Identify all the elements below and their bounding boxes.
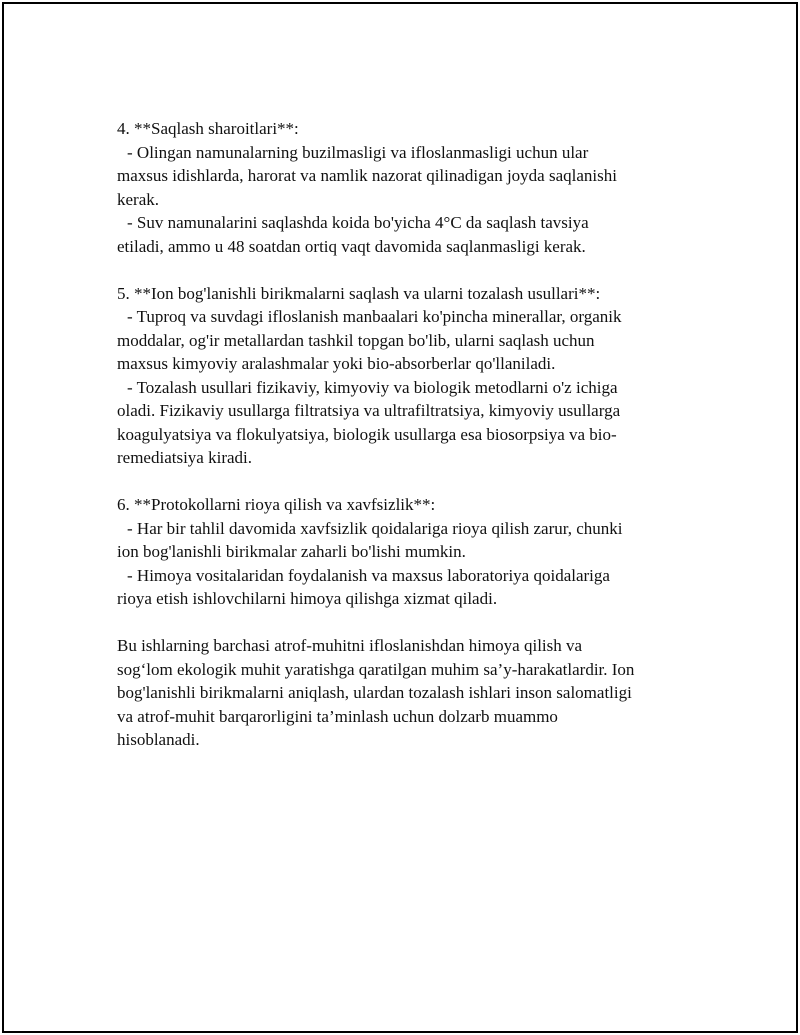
section-heading: 5. **Ion bog'lanishli birikmalarni saqlash va ularni tozalash usullari**:: [117, 283, 601, 303]
bullet-line: - Har bir tahlil davomida xavfsizlik qoidalariga rioya qilish zarur, chunki: [127, 518, 623, 538]
conclusion-line: hisoblanadi.: [117, 730, 200, 749]
bullet-line: - Tozalash usullari fizikaviy, kimyoviy va biologik metodlarni o'z ichiga: [127, 377, 618, 397]
bullet-line: - Suv namunalarini saqlashda koida bo'yicha 4°C da saqlash tavsiya: [127, 213, 589, 232]
section-heading: 6. **Protokollarni rioya qilish va xavfsizlik**:: [117, 495, 436, 514]
conclusion-line: va atrof-muhit barqarorligini ta’minlash uchun dolzarb muammo: [117, 706, 558, 726]
bullet-line: oladi. Fizikaviy usullarga filtratsiya va ultrafiltratsiya, kimyoviy usullarga: [117, 401, 621, 420]
bullet-line: maxsus idishlarda, harorat va namlik nazorat qilinadigan joyda saqlanishi: [117, 166, 617, 185]
bullet-item: [117, 141, 677, 212]
bullet-line: maxsus kimyoviy aralashmalar yoki bio-absorberlar qo'llaniladi.: [117, 354, 556, 373]
bullet-line: - Olingan namunalarning buzilmasligi va ifloslanmasligi uchun ular: [127, 142, 589, 162]
bullet-line: - Tuproq va suvdagi ifloslanish manbaalari ko'pincha minerallar, organik: [127, 307, 622, 326]
conclusion-paragraph: [117, 634, 677, 752]
bullet-line: remediatsiya kiradi.: [117, 448, 253, 467]
section-storage-conditions: [117, 117, 677, 258]
bullet-item: [117, 517, 677, 564]
bullet-line: etiladi, ammo u 48 soatdan ortiq vaqt davomida saqlanmasligi kerak.: [117, 236, 586, 256]
conclusion-line: sog‘lom ekologik muhit yaratishga qaratilgan muhim sa’y-harakatlardir. Ion: [117, 659, 635, 679]
bullet-item: [117, 211, 677, 258]
conclusion-line: bog'lanishli birikmalarni aniqlash, ulardan tozalash ishlari inson salomatligi: [117, 683, 632, 702]
bullet-line: - Himoya vositalaridan foydalanish va maxsus laboratoriya qoidalariga: [127, 565, 610, 585]
bullet-item: [117, 305, 677, 376]
bullet-line: koagulyatsiya va flokulyatsiya, biologik usullarga esa biosorpsiya va bio-: [117, 424, 617, 444]
document-body: [117, 117, 677, 752]
bullet-line: ion bog'lanishli birikmalar zaharli bo'lishi mumkin.: [117, 542, 466, 561]
bullet-line: kerak.: [117, 189, 160, 209]
section-heading: 4. **Saqlash sharoitlari**:: [117, 119, 299, 138]
bullet-line: rioya etish ishlovchilarni himoya qilishga xizmat qiladi.: [117, 589, 498, 608]
bullet-item: [117, 564, 677, 611]
section-protocols-and-safety: [117, 493, 677, 611]
bullet-item: [117, 376, 677, 470]
section-storage-and-cleaning-methods: [117, 282, 677, 470]
bullet-line: moddalar, og'ir metallardan tashkil topgan bo'lib, ularni saqlash uchun: [117, 330, 595, 350]
conclusion-line: Bu ishlarning barchasi atrof-muhitni ifloslanishdan himoya qilish va: [117, 636, 583, 655]
